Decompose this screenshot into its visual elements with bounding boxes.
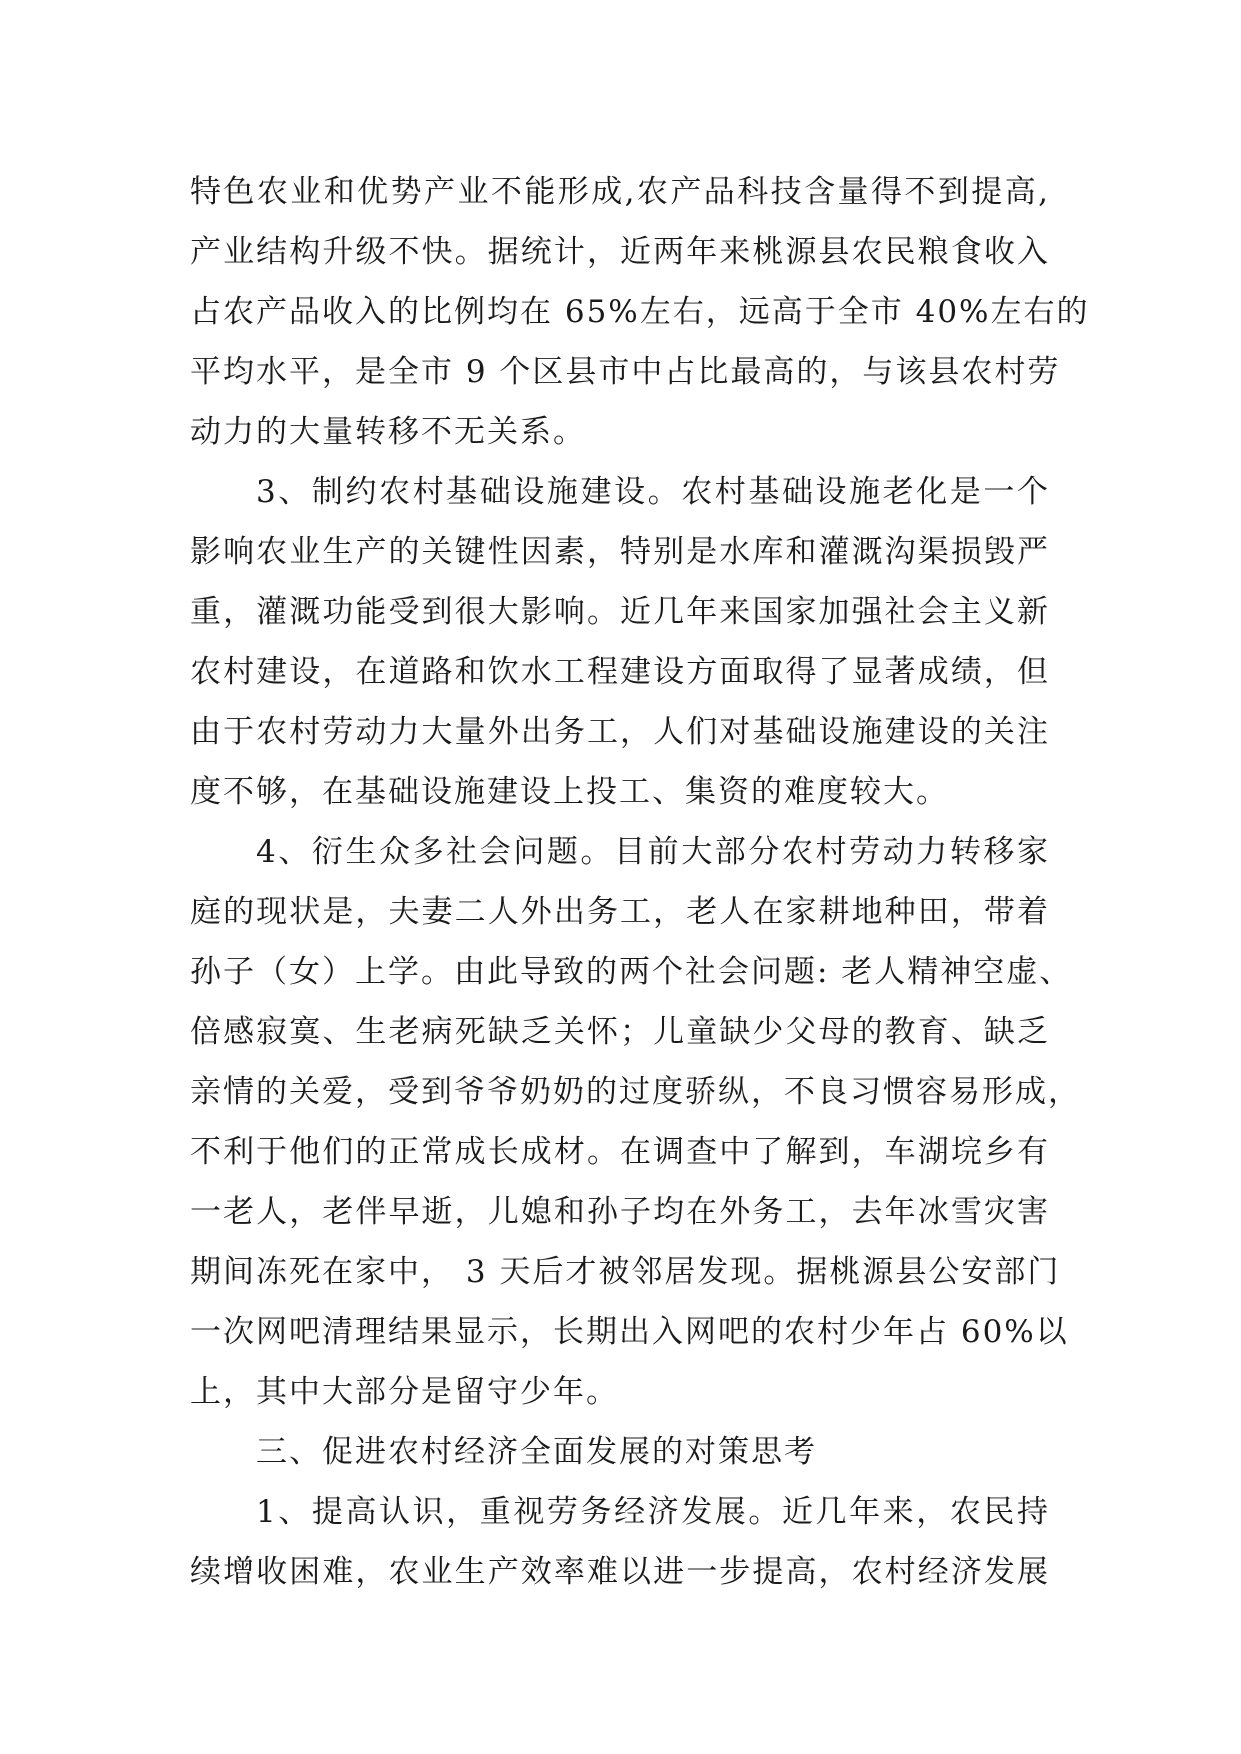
paragraph-start-line: 3、制约农村基础设施建设。农村基础设施老化是一个	[256, 474, 1050, 510]
text-line: 上，其中大部分是留守少年。	[190, 1374, 619, 1410]
text-line: 孙子（女）上学。由此导致的两个社会问题: 老人精神空虚、	[190, 954, 1073, 990]
text-line: 亲情的关爱，受到爷爷奶奶的过度骄纵，不良习惯容易形成，	[190, 1074, 1081, 1110]
text-line: 一老人，老伴早逝，儿媳和孙子均在外务工，去年冰雪灾害	[190, 1194, 1050, 1230]
text-line: 动力的大量转移不无关系。	[190, 414, 586, 450]
text-line: 重，灌溉功能受到很大影响。近几年来国家加强社会主义新	[190, 594, 1050, 630]
text-line: 不利于他们的正常成长成材。在调查中了解到，车湖垸乡有	[190, 1134, 1050, 1170]
text-line: 农村建设，在道路和饮水工程建设方面取得了显著成绩，但	[190, 654, 1050, 690]
section-heading: 三、促进农村经济全面发展的对策思考	[256, 1434, 817, 1470]
paragraph-start-line: 4、衍生众多社会问题。目前大部分农村劳动力转移家	[256, 834, 1050, 870]
text-line: 度不够，在基础设施建设上投工、集资的难度较大。	[190, 774, 949, 810]
paragraph-start-line: 1、提高认识，重视劳务经济发展。近几年来，农民持	[256, 1494, 1050, 1530]
text-line: 期间冻死在家中， 3 天后才被邻居发现。据桃源县公安部门	[190, 1254, 1061, 1290]
text-line: 一次网吧清理结果显示，长期出入网吧的农村少年占 60%以	[190, 1314, 1069, 1350]
text-line: 由于农村劳动力大量外出务工，人们对基础设施建设的关注	[190, 714, 1050, 750]
text-line: 平均水平，是全市 9 个区县市中占比最高的，与该县农村劳	[190, 354, 1061, 390]
body-text	[190, 162, 1090, 1602]
text-line: 续增收困难，农业生产效率难以进一步提高，农村经济发展	[190, 1554, 1050, 1590]
text-line: 影响农业生产的关键性因素，特别是水库和灌溉沟渠损毁严	[190, 534, 1050, 570]
text-line: 产业结构升级不快。据统计，近两年来桃源县农民粮食收入	[190, 234, 1050, 270]
text-line: 庭的现状是，夫妻二人外出务工，老人在家耕地种田，带着	[190, 894, 1050, 930]
text-line: 特色农业和优势产业不能形成,农产品科技含量得不到提高,	[190, 174, 1050, 210]
text-line: 占农产品收入的比例均在 65%左右，远高于全市 40%左右的	[190, 294, 1090, 330]
text-line: 倍感寂寞、生老病死缺乏关怀；儿童缺少父母的教育、缺乏	[190, 1014, 1050, 1050]
